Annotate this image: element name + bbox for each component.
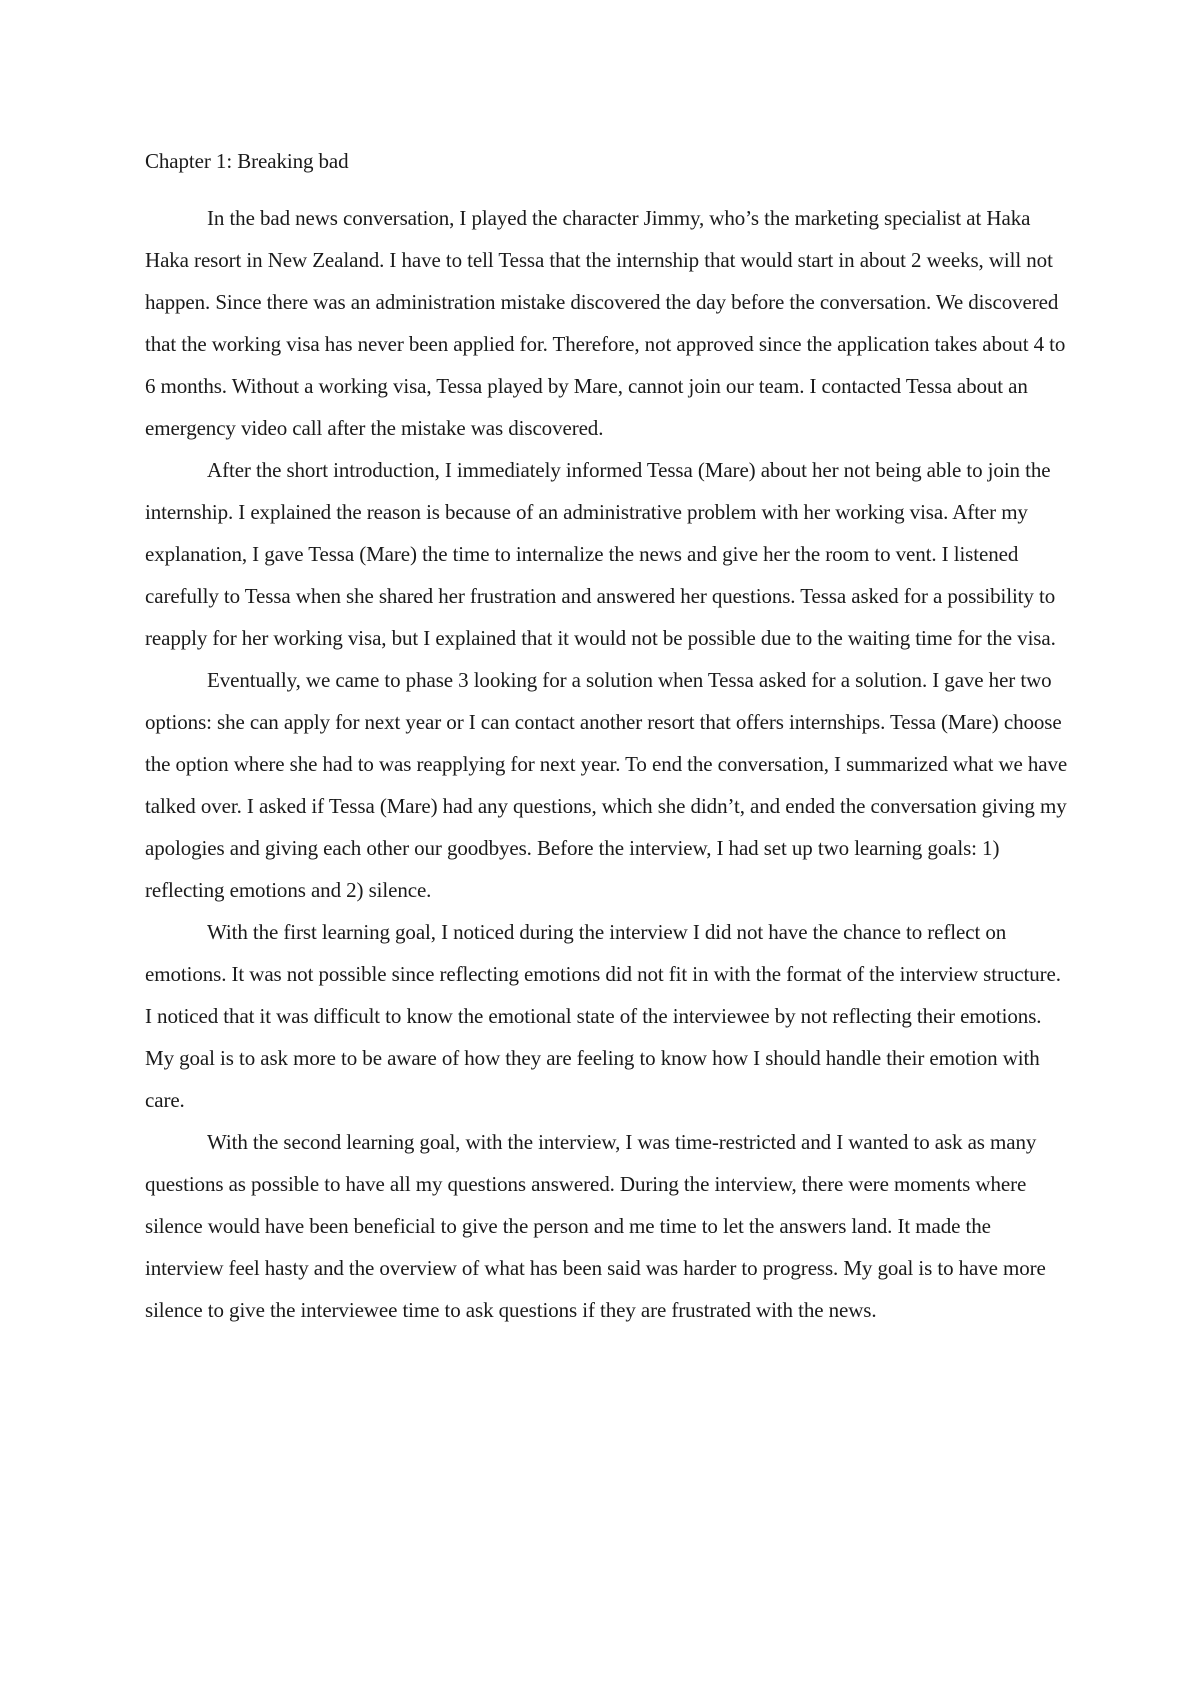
paragraph-3: Eventually, we came to phase 3 looking for a solution when Tessa asked for a solution. I gave her two options: she can apply for next year or I can contact another resort that offers internships. Tessa (Mare) choose the option where she had to was reapplying for next year. To end the conversation, I summarized what we have talked over. I asked if Tessa (Mare) had any questions, which she didn’t, and ended the conversation giving my apologies and giving each other our goodbyes. Before the interview, I had set up two learning goals: 1) reflecting emotions and 2) silence. — [145, 668, 1068, 902]
paragraph-5: With the second learning goal, with the interview, I was time-restricted and I wanted to ask as many questions as possible to have all my questions answered. During the interview, there were moments where silence would have been beneficial to give the person and me time to let the answers land. It made the interview feel hasty and the overview of what has been said was harder to progress. My goal is to have more silence to give the interviewee time to ask questions if they are frustrated with the news. — [145, 1130, 1046, 1322]
paragraph-2: After the short introduction, I immediately informed Tessa (Mare) about her not being able to join the internship. I explained the reason is because of an administrative problem with her working visa. After my explanation, I gave Tessa (Mare) the time to internalize the news and give her the room to vent. I listened carefully to Tessa when she shared her frustration and answered her questions. Tessa asked for a possibility to reapply for her working visa, but I explained that it would not be possible due to the waiting time for the visa. — [145, 458, 1056, 650]
paragraph-4: With the first learning goal, I noticed during the interview I did not have the chance to reflect on emotions. It was not possible since reflecting emotions did not fit in with the format of the interview structure. I noticed that it was difficult to know the emotional state of the interviewee by not reflecting their emotions. My goal is to ask more to be aware of how they are feeling to know how I should handle their emotion with care. — [145, 920, 1061, 1112]
chapter-title: Chapter 1: Breaking bad — [145, 149, 349, 173]
paragraph-1: In the bad news conversation, I played the character Jimmy, who’s the marketing specialist at Haka Haka resort in New Zealand. I have to tell Tessa that the internship that would start in about 2 weeks, will not happen. Since there was an administration mistake discovered the day before the conversation. We discovered that the working visa has never been applied for. Therefore, not approved since the application takes about 4 to 6 months. Without a working visa, Tessa played by Mare, cannot join our team. I contacted Tessa about an emergency video call after the mistake was discovered. — [145, 206, 1066, 440]
document-body — [145, 140, 1070, 1331]
